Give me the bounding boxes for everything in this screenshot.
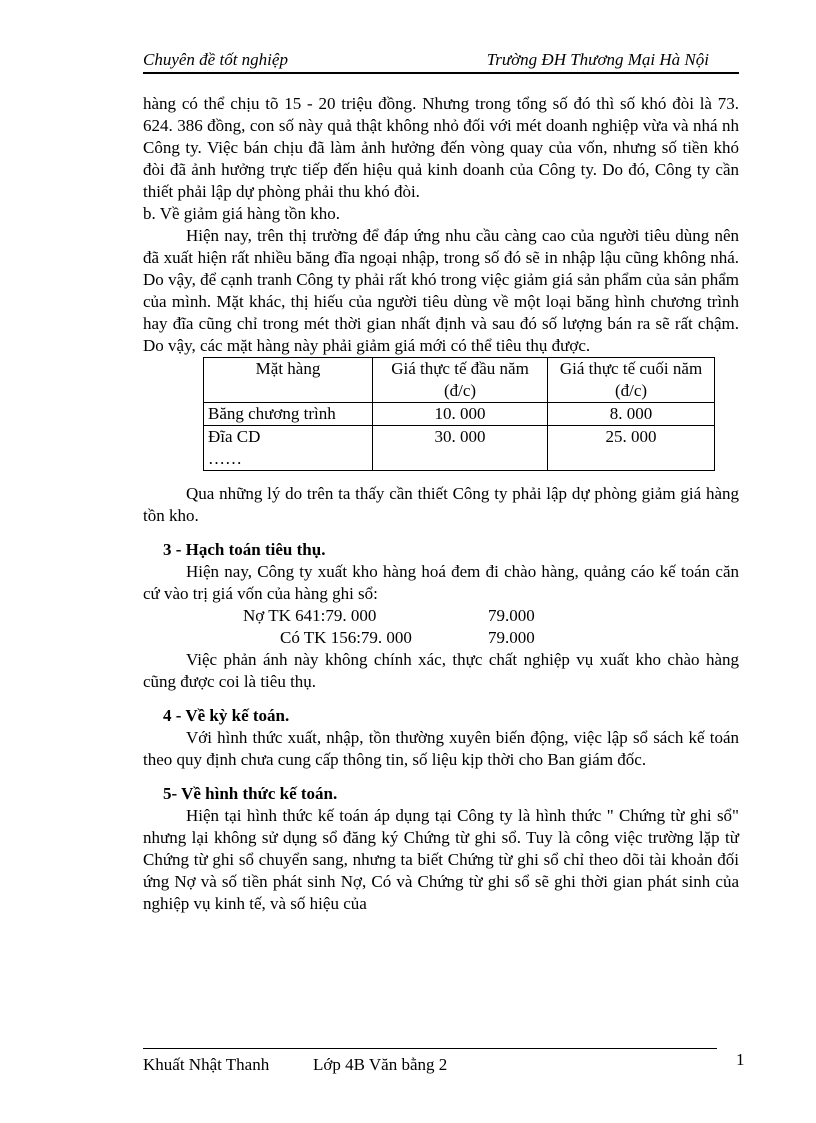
paragraph-doubtful-debts: hàng có thể chịu tõ 15 - 20 triệu đồng. Nhưng trong tổng số đó thì số khó đòi là 73. 624. 386 đồng, con số này quả thật không nhỏ đối với mét doanh nghiệp vừa và nhá nh Công ty. Việc bán chịu đã làm ảnh hưởng đến vòng quay của vốn, nhưng số tiền khó đòi đã ảnh hưởng trực tiếp đến hiệu quả kinh doanh của Công ty. Do đó, Công ty cần thiết phải lập dự phòng phải thu khó đòi. [143, 94, 739, 201]
table-row [204, 403, 715, 426]
table-cell: Đĩa CD [204, 426, 373, 449]
table-cell: …… [204, 448, 373, 471]
section-heading-5: 5- Về hình thức kế toán. [163, 784, 338, 803]
table-cell: Băng chương trình [204, 403, 373, 426]
table-cell: 10. 000 [373, 403, 548, 426]
paragraph-accounting-period: Với hình thức xuất, nhập, tồn thường xuyên biến động, việc lập sổ sách kế toán theo quy định chưa cung cấp thông tin, số liệu kịp thời cho Ban giám đốc. [143, 728, 739, 769]
page-number: 1 [736, 1050, 745, 1069]
table-cell: 30. 000 [373, 426, 548, 449]
table-header-cell: Giá thực tế cuối năm (đ/c) [548, 358, 715, 403]
table-header-row [204, 358, 715, 403]
page-body [143, 93, 739, 915]
subheading-inventory: b. Về giảm giá hàng tồn kho. [143, 204, 341, 223]
section-heading-4: 4 - Về kỳ kế toán. [163, 706, 290, 725]
page-header [143, 50, 739, 74]
paragraph-conclusion: Qua những lý do trên ta thấy cần thiết Công ty phải lập dự phòng giảm giá hàng tồn kho. [143, 484, 739, 525]
paragraph-sales-note: Việc phản ánh này không chính xác, thực chất nghiệp vụ xuất kho chào hàng cũng được coi là tiêu thụ. [143, 650, 739, 691]
table-row [204, 426, 715, 449]
table-cell [548, 448, 715, 471]
table-cell: 8. 000 [548, 403, 715, 426]
entry-account: Nợ TK 641:79. 000 [243, 606, 377, 625]
paragraph-sales: Hiện nay, Công ty xuất kho hàng hoá đem đi chào hàng, quảng cáo kế toán căn cứ vào trị giá vốn của hàng ghi sổ: [143, 562, 739, 603]
table-cell: 25. 000 [548, 426, 715, 449]
table-header-cell: Giá thực tế đầu năm (đ/c) [373, 358, 548, 403]
table-header-cell: Mặt hàng [204, 358, 373, 403]
footer-author: Khuất Nhật Thanh [143, 1055, 270, 1074]
table-row [204, 448, 715, 471]
footer-class: Lớp 4B Văn bằng 2 [313, 1055, 448, 1074]
header-right-title: Trường ĐH Thương Mại Hà Nội [486, 50, 709, 69]
entry-amount: 79.000 [488, 606, 535, 625]
header-left-title: Chuyên đề tốt nghiệp [143, 50, 288, 69]
paragraph-inventory: Hiện nay, trên thị trường để đáp ứng nhu cầu càng cao của người tiêu dùng nên đã xuất hiện rất nhiều băng đĩa ngoại nhập, trong số đó sẽ in nhập lậu cũng không nhá. Do vậy, để cạnh tranh Công ty phải rất khó trong việc giảm giá sản phẩm của sản phẩm của mình. Mặt khác, thị hiếu của người tiêu dùng về một loại băng hình chương trình hay đĩa cũng chỉ trong mét thời gian nhất định và sau đó số lượng bán ra sẽ rất chậm. Do vậy, các mặt hàng này phải giảm giá mới có thể tiêu thụ được. [143, 226, 739, 355]
section-heading-3: 3 - Hạch toán tiêu thụ. [163, 540, 326, 559]
entry-account: Có TK 156:79. 000 [280, 628, 412, 647]
paragraph-accounting-form: Hiện tại hình thức kế toán áp dụng tại Công ty là hình thức " Chứng từ ghi sổ" nhưng lại không sử dụng sổ đăng ký Chứng từ ghi sổ. Tuy là công việc trường lặp từ Chứng từ ghi sổ chuyển sang, nhưng ta biết Chứng từ ghi sổ chỉ theo dõi tài khoản đối ứng Nợ và số tiền phát sinh Nợ, Có và Chứng từ ghi sổ sẽ ghi thời gian phát sinh của nghiệp vụ kinh tế, và số hiệu của [143, 806, 739, 913]
table-cell [373, 448, 548, 471]
price-table [203, 357, 715, 471]
journal-entry-debit [143, 605, 739, 627]
journal-entry-credit [143, 627, 739, 649]
page-footer [143, 1048, 717, 1074]
entry-amount: 79.000 [488, 628, 535, 647]
